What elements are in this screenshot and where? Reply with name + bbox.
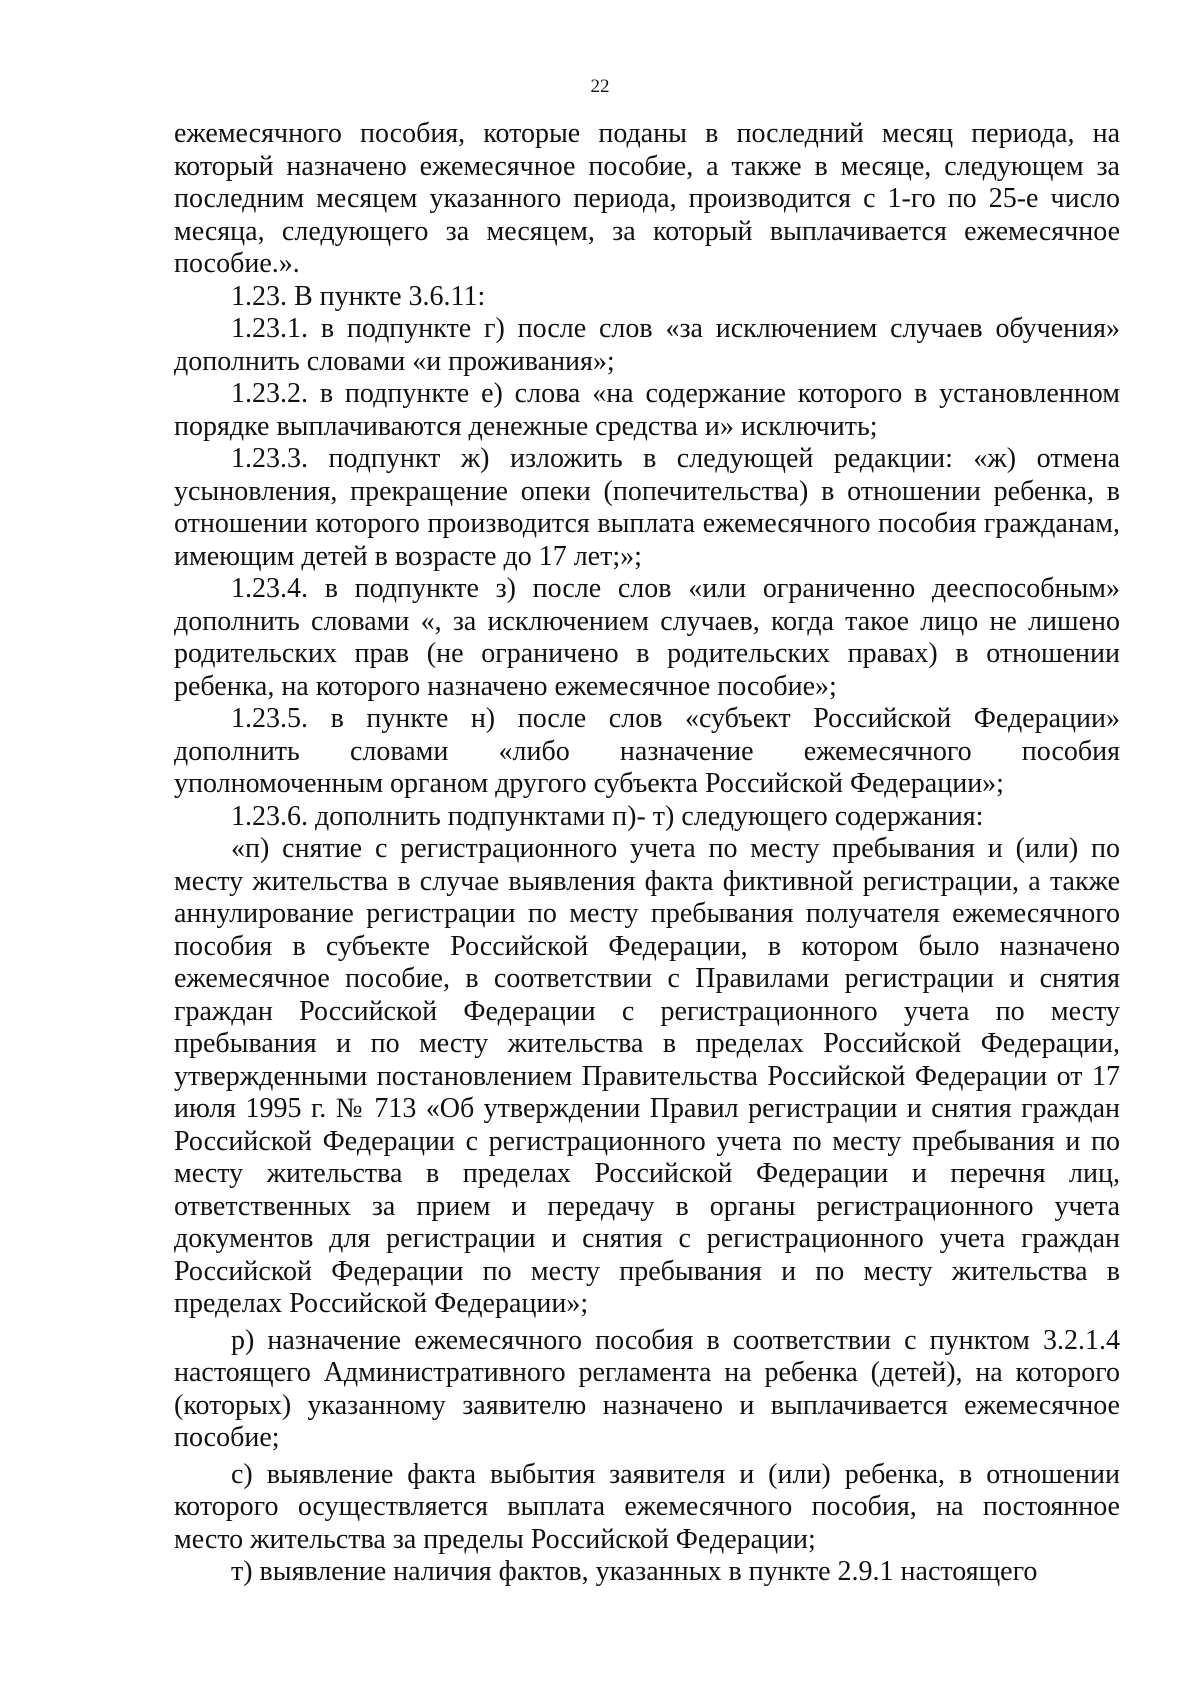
paragraph-1-23-2: 1.23.2. в подпункте е) слова «на содержание которого в установленном порядке выплачиваются денежные средства и» исключить; [174,378,1120,442]
paragraph-1-23-5: 1.23.5. в пункте н) после слов «субъект Российской Федерации» дополнить словами «либо назначение ежемесячного пособия уполномоченным органом другого субъекта Российской Федерации»; [174,703,1120,799]
paragraph-subitem-t: т) выявление наличия фактов, указанных в пункте 2.9.1 настоящего [231,1556,1038,1587]
page-number: 22 [590,76,610,97]
document-body [174,118,1120,1589]
paragraph-1-23-4: 1.23.4. в подпункте з) после слов «или ограниченно дееспособным» дополнить словами «, за исключением случаев, когда такое лицо не лишено родительских прав (не ограничено в родительских правах) в отношении ребенка, на которого назначено ежемесячное пособие»; [174,573,1120,702]
paragraph-1-23-6: 1.23.6. дополнить подпунктами п)- т) следующего содержания: [231,800,984,832]
paragraph-1-23-3: 1.23.3. подпункт ж) изложить в следующей редакции: «ж) отмена усыновления, прекращение опеки (попечительства) в отношении ребенка, в отношении которого производится выплата ежемесячного пособия гражданам, имеющим детей в возрасте до 17 лет;»; [174,443,1120,572]
paragraph-subitem-s: с) выявление факта выбытия заявителя и (или) ребенка, в отношении которого осуществляется выплата ежемесячного пособия, на постоянное место жительства за пределы Российской Федерации; [174,1458,1120,1555]
paragraph-1-23: 1.23. В пункте 3.6.11: [231,280,486,312]
paragraph-subitem-r: р) назначение ежемесячного пособия в соответствии с пунктом 3.2.1.4 настоящего Административного регламента на ребенка (детей), на которого (которых) указанному заявителю назначено и выплачивается ежемесячное пособие; [174,1324,1120,1453]
paragraph-1-23-1: 1.23.1. в подпункте г) после слов «за исключением случаев обучения» дополнить словами «и проживания»; [174,313,1120,377]
paragraph-subitem-p: «п) снятие с регистрационного учета по месту пребывания и (или) по месту жительства в случае выявления факта фиктивной регистрации, а также аннулирование регистрации по месту пребывания получателя ежемесячного пособия в субъекте Российской Федерации, в котором было назначено ежемесячное пособие, в соответствии с Правилами регистрации и снятия граждан Российской Федерации с регистрационного учета по месту пребывания и по месту жительства в пределах Российской Федерации, утвержденными постановлением Правительства Российской Федерации от 17 июля 1995 г. № 713 «Об утверждении Правил регистрации и снятия граждан Российской Федерации с регистрационного учета по месту пребывания и по месту жительства в пределах Российской Федерации и перечня лиц, ответственных за прием и передачу в органы регистрационного учета документов для регистрации и снятия с регистрационного учета граждан Российской Федерации по месту пребывания и по месту жительства в пределах Российской Федерации»; [174,833,1120,1319]
paragraph-continuation: ежемесячного пособия, которые поданы в последний месяц периода, на который назначено ежемесячное пособие, а также в месяце, следующем за последним месяцем указанного периода, производится с 1-го по 25-е число месяца, следующего за месяцем, за который выплачивается ежемесячное пособие.». [174,118,1120,279]
